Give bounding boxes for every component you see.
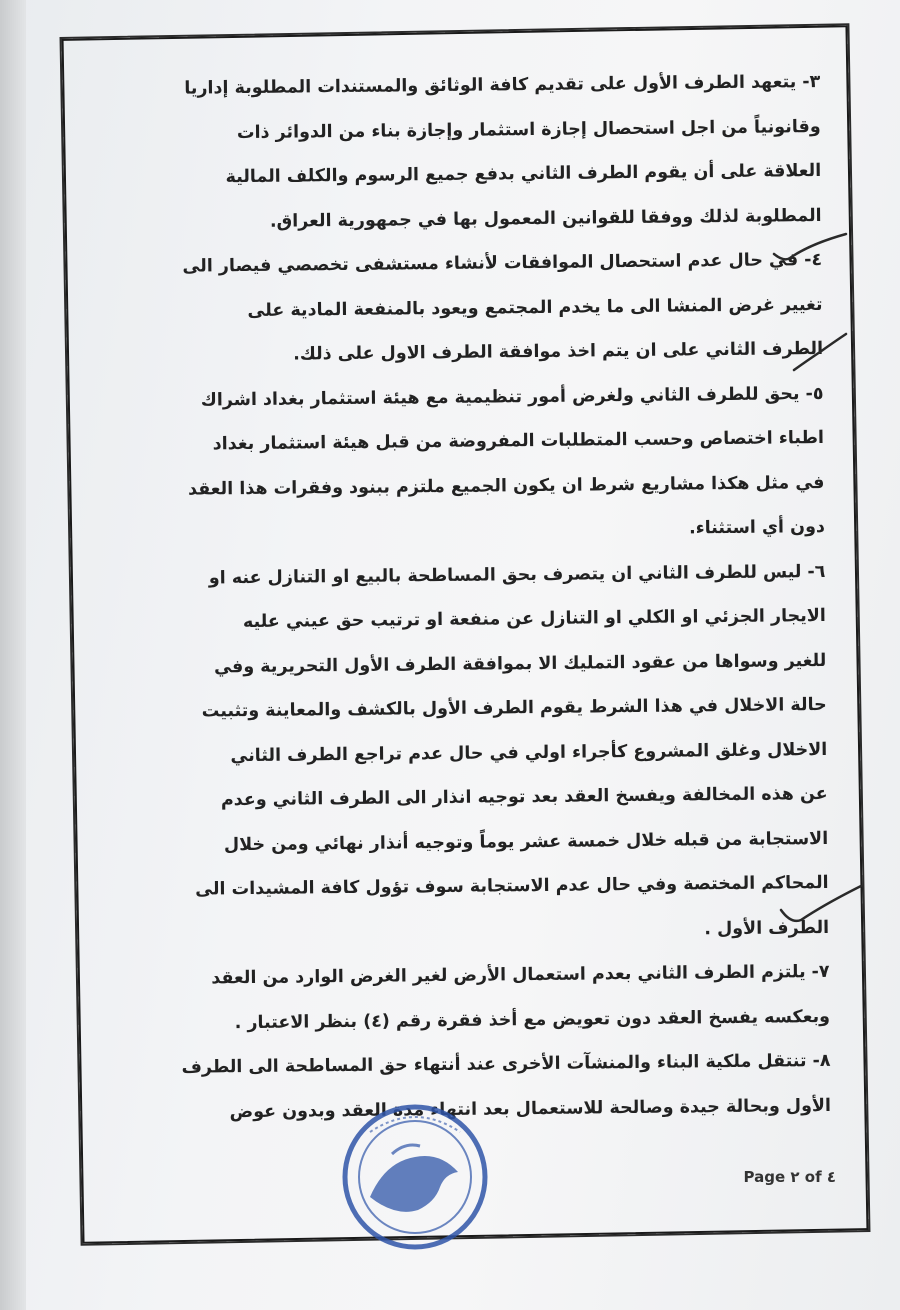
clause-6-number: ٦- xyxy=(807,561,826,582)
clause-6-line-4: حالة الاخلال في هذا الشرط يقوم الطرف الأول بالكشف والمعاينة وتثبيت xyxy=(201,694,827,722)
clause-6-line-1 xyxy=(95,549,825,601)
clause-3-line-3: العلاقة على أن يقوم الطرف الثاني بدفع جميع الرسوم والكلف المالية xyxy=(225,160,822,188)
clause-5-line-4: دون أي استثناء. xyxy=(688,516,825,539)
clause-6-line-2: الايجار الجزئي او الكلي او التنازل عن منفعة او ترتيب حق عيني عليه xyxy=(242,605,826,633)
clause-6-line-5: الاخلال وغلق المشروع كأجراء اولي في حال عدم تراجع الطرف الثاني xyxy=(230,739,828,766)
page-left-edge xyxy=(0,0,26,1310)
clause-3-line-2: وقانونياً من اجل استحصال إجازة استثمار وإجازة بناء من الدوائر ذات xyxy=(236,116,821,143)
clause-5-line-2: اطباء اختصاص وحسب المتطلبات المفروضة من قبل هيئة استثمار بغداد xyxy=(212,427,825,455)
clause-7 xyxy=(99,950,830,1047)
clause-6-line-6: عن هذه المخالفة ويفسخ العقد بعد توجيه انذار الى الطرف الثاني وعدم xyxy=(220,783,828,811)
clause-7-line-1 xyxy=(99,950,829,1002)
clause-4-line-2: تغيير غرض المنشا الى ما يخدم المجتمع ويعود بالمنفعة المادية على xyxy=(247,294,823,321)
clause-7-line-2: وبعكسه يفسخ العقد دون تعويض مع أخذ فقرة رقم (٤) بنظر الاعتبار . xyxy=(234,1006,831,1033)
clause-8-line-2: الأول وبحالة جيدة وصالحة للاستعمال بعد انتهاء مدة العقد وبدون عوض xyxy=(229,1095,832,1122)
clause-5-number: ٥- xyxy=(805,383,824,404)
clause-4-text-1: في حال عدم استحصال الموافقات لأنشاء مستشفى تخصصي فيصار الى xyxy=(182,250,799,277)
clause-7-number: ٧- xyxy=(811,961,830,983)
clause-6-line-3: للغير وسواها من عقود التمليك الا بموافقة الطرف الأول التحريرية وفي xyxy=(213,650,827,677)
page-number: Page ٢ of ٤ xyxy=(743,1168,836,1186)
clause-3-text-1: يتعهد الطرف الأول على تقديم كافة الوثائق والمستندات المطلوبة إداريا xyxy=(184,72,797,99)
clause-8-number: ٨- xyxy=(812,1050,831,1072)
official-stamp-icon xyxy=(340,1102,490,1252)
contract-clauses xyxy=(90,60,831,1136)
clause-6-line-7: الاستجابة من قبله خلال خمسة عشر يوماً وتوجيه أنذار نهائي ومن خلال xyxy=(223,828,829,855)
checkmark-clause-5-icon xyxy=(790,330,850,380)
clause-6-line-9: الطرف الأول . xyxy=(704,917,830,939)
clause-4-line-3: الطرف الثاني على ان يتم اخذ موافقة الطرف الاول على ذلك. xyxy=(293,338,824,365)
clause-5-line-3: في مثل هكذا مشاريع شرط ان يكون الجميع ملتزم ببنود وفقرات هذا العقد xyxy=(187,472,825,500)
clause-3-number: ٣- xyxy=(802,71,821,93)
clause-6-line-8: المحاكم المختصة وفي حال عدم الاستجابة سوف تؤول كافة المشيدات الى xyxy=(195,872,829,900)
clause-5-line-1 xyxy=(93,371,823,423)
clause-8-line-1 xyxy=(100,1039,830,1091)
clause-5 xyxy=(93,371,825,557)
clause-4-line-1 xyxy=(92,238,822,290)
clause-5-text-1: يحق للطرف الثاني ولغرض أمور تنظيمية مع هيئة استثمار بغداد اشراك xyxy=(200,383,800,411)
clause-6-text-1: ليس للطرف الثاني ان يتصرف بحق المساطحة بالبيع او التنازل عنه او xyxy=(208,561,802,588)
clause-7-text-1: يلتزم الطرف الثاني بعدم استعمال الأرض لغير الغرض الوارد من العقد xyxy=(211,962,806,989)
clause-8-text-1: تنتقل ملكية البناء والمنشآت الأخرى عند أنتهاء حق المساطحة الى الطرف xyxy=(181,1051,807,1078)
clause-3 xyxy=(90,60,822,246)
clause-3-line-4: المطلوبة لذلك ووفقا للقوانين المعمول بها في جمهورية العراق. xyxy=(269,205,822,232)
clause-6 xyxy=(95,549,829,957)
checkmark-clause-7-icon xyxy=(775,880,865,940)
clause-3-line-1 xyxy=(90,60,820,112)
checkmark-clause-4-icon xyxy=(770,228,850,271)
clause-4 xyxy=(92,238,823,379)
clause-4-number: ٤- xyxy=(804,249,823,271)
